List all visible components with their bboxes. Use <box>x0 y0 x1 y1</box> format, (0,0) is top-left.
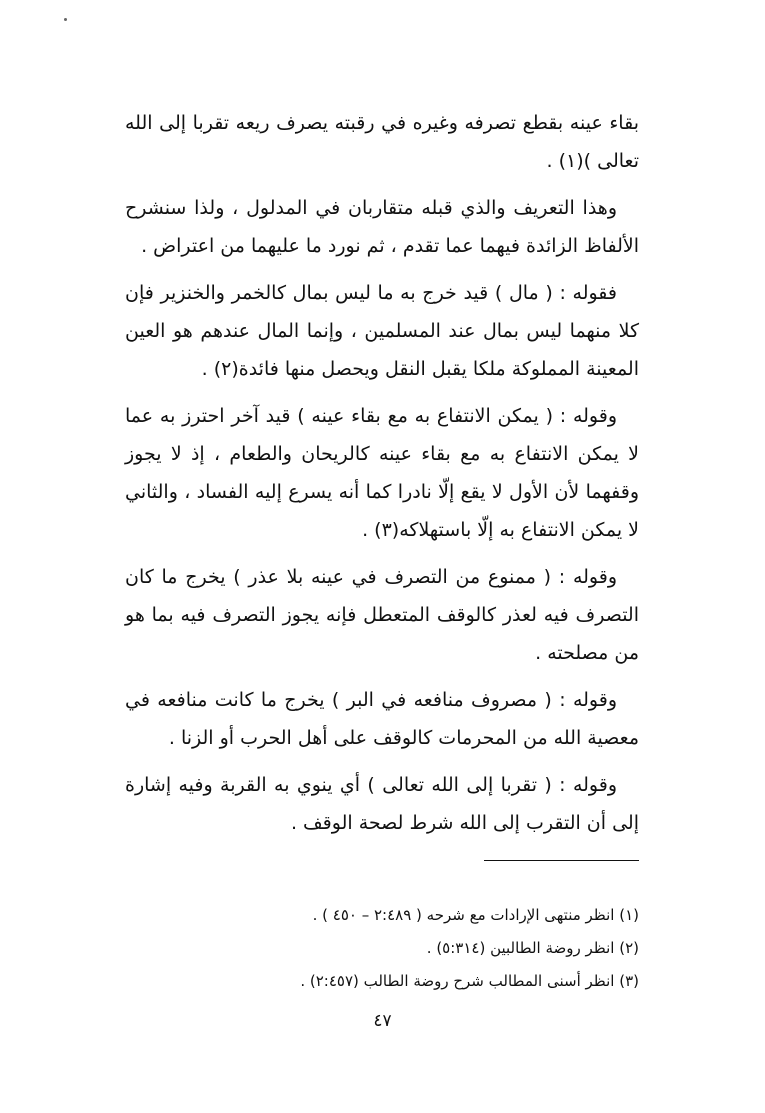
footnote-separator <box>484 860 639 861</box>
footnote-3: (٣) انظر أسنى المطالب شرح روضة الطالب (٢:٤٥٧) . <box>300 972 639 990</box>
paragraph-5: وقوله : ( ممنوع من التصرف في عينه بلا عذر ) يخرج ما كان التصرف فيه لعذر كالوقف المتعطل فإنه يجوز التصرف فيه بما هو من مصلحته . <box>125 566 639 664</box>
paragraph-4: وقوله : ( يمكن الانتفاع به مع بقاء عينه ) قيد آخر احترز به عما لا يمكن الانتفاع به مع بقاء عينه كالريحان والطعام ، إذ لا يجوز وقفهما لأن الأول لا يقع إلّا نادرا كما أنه يسرع إليه الفساد ، والثاني لا يمكن الانتفاع به إلّا باستهلاكه(٣) . <box>125 405 639 541</box>
paragraph-1: بقاء عينه بقطع تصرفه وغيره في رقبته يصرف ريعه تقربا إلى الله تعالى )(١) . <box>125 112 639 172</box>
paragraph-6: وقوله : ( مصروف منافعه في البر ) يخرج ما كانت منافعه في معصية الله من المحرمات كالوقف على أهل الحرب أو الزنا . <box>125 689 639 749</box>
footnote-1: (١) انظر منتهى الإرادات مع شرحه ( ٢:٤٨٩ – ٤٥٠ ) . <box>312 906 639 924</box>
paragraph-7: وقوله : ( تقربا إلى الله تعالى ) أي ينوي به القربة وفيه إشارة إلى أن التقرب إلى الله شرط لصحة الوقف . <box>125 774 639 834</box>
page-number: ٤٧ <box>373 1011 392 1031</box>
footnote-2: (٢) انظر روضة الطالبين (٥:٣١٤) . <box>426 939 639 957</box>
paragraph-2: وهذا التعريف والذي قبله متقاربان في المدلول ، ولذا سنشرح الألفاظ الزائدة فيهما عما تقدم ، ثم نورد ما عليهما من اعتراض . <box>125 197 639 257</box>
main-text <box>125 104 639 851</box>
paragraph-3: فقوله : ( مال ) قيد خرج به ما ليس بمال كالخمر والخنزير فإن كلا منهما ليس بمال عند المسلمين ، وإنما المال عندهم هو العين المعينة المملوكة ملكا يقبل النقل ويحصل منها فائدة(٢) . <box>125 282 639 380</box>
footnotes <box>125 899 639 998</box>
scan-speck <box>64 18 67 21</box>
